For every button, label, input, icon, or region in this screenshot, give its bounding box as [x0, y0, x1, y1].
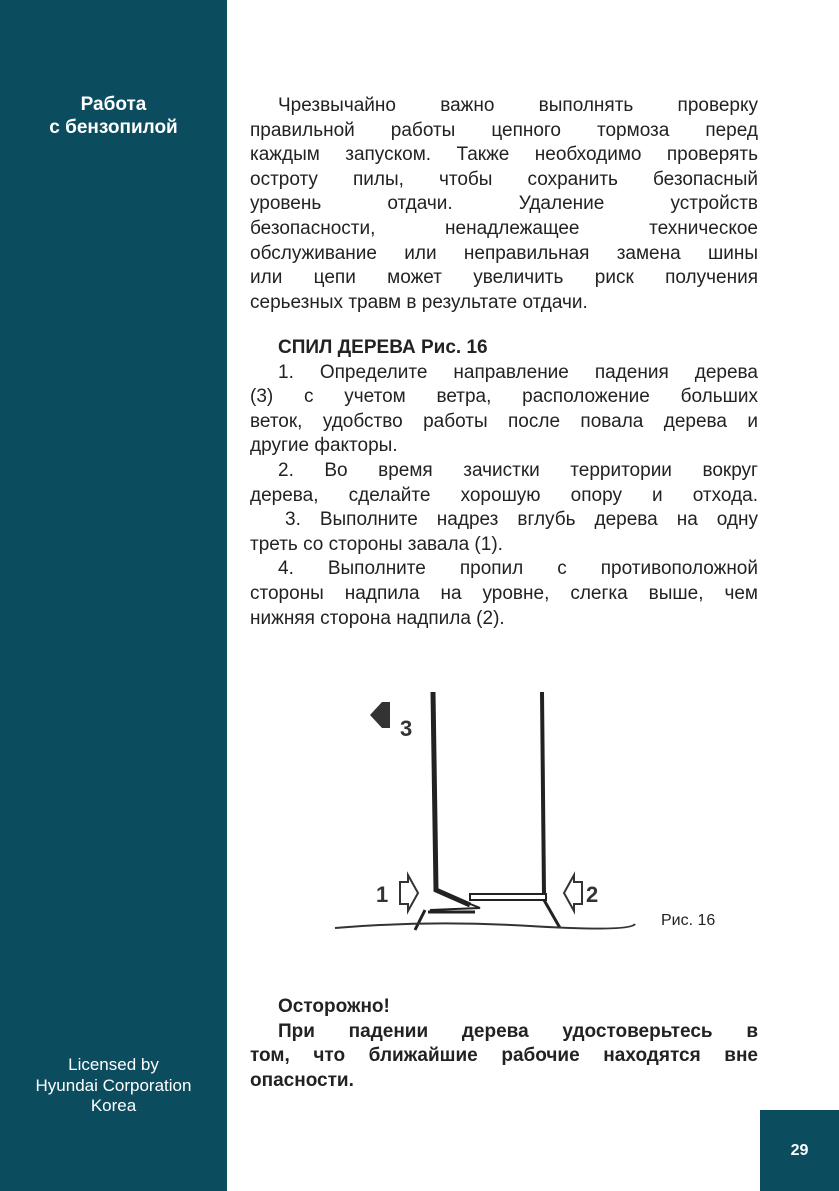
text-line: 1. Определите направление падения дерева [278, 361, 758, 383]
felling-section [250, 336, 758, 631]
label-3: 3 [400, 716, 413, 741]
text-line: остроту пилы, чтобы сохранить безопасный [250, 168, 758, 190]
warning-title: Осторожно! [278, 996, 390, 1017]
license-note [0, 1055, 227, 1117]
section-title-line: Работа [80, 94, 147, 115]
section-heading: СПИЛ ДЕРЕВА Рис. 16 [278, 337, 488, 358]
text-line: нижняя сторона надпила (2). [250, 607, 505, 629]
text-line: каждым запуском. Также необходимо проверять [250, 144, 758, 166]
label-1: 1 [376, 882, 389, 907]
text-line: дерева, сделайте хорошую опору и отхода. [250, 484, 758, 506]
text-line: обслуживание или неправильная замена шины [250, 242, 758, 264]
tree-trunk-right-edge [542, 692, 544, 895]
intro-paragraph [250, 94, 758, 315]
tree-trunk-left-edge [433, 692, 470, 905]
section-title [0, 93, 227, 139]
text-line: (3) с учетом ветра, расположение больших [250, 386, 758, 408]
arrow-left-icon [564, 875, 582, 911]
figure-caption: Рис. 16 [661, 912, 716, 929]
license-line: Korea [90, 1096, 137, 1115]
text-line: веток, удобство работы после повала дерева и [250, 410, 758, 432]
text-line: серьезных травм в результате отдачи. [250, 291, 588, 313]
text-line: 3. Выполните надрез вглубь дерева на одну [285, 509, 758, 531]
tree-felling-figure [330, 680, 730, 940]
text-line: том, что ближайшие рабочие находятся вне [250, 1045, 758, 1067]
section-title-line: с бензопилой [49, 117, 178, 138]
text-line: 2. Во время зачистки территории вокруг [278, 459, 758, 481]
text-line: Чрезвычайно важно выполнять проверку [278, 95, 758, 116]
license-line: Hyundai Corporation [35, 1075, 192, 1095]
warning [250, 995, 758, 1093]
text-line: или цепи может увеличить риск получения [250, 267, 758, 289]
text-line: уровень отдачи. Удаление устройств [250, 193, 758, 215]
back-cut [470, 894, 546, 900]
fall-direction-arrow-icon [370, 702, 390, 728]
text-line: стороны надпила на уровне, слегка выше, чем [250, 582, 758, 604]
arrow-right-icon [400, 875, 418, 911]
license-line: Licensed by [68, 1055, 159, 1074]
text-line: правильной работы цепного тормоза перед [250, 119, 758, 141]
text-line: опасности. [250, 1069, 354, 1091]
text-line: треть со стороны завала (1). [250, 533, 503, 555]
label-2: 2 [586, 882, 599, 907]
text-line: безопасности, ненадлежащее техническое [250, 217, 758, 239]
sidebar [0, 0, 227, 1191]
page-number: 29 [760, 1110, 839, 1191]
text-line: 4. Выполните пропил с противоположной [278, 558, 758, 580]
text-line: другие факторы. [250, 435, 398, 457]
ground-line [335, 923, 635, 928]
text-line: При падении дерева удостоверьтесь в [278, 1020, 758, 1042]
